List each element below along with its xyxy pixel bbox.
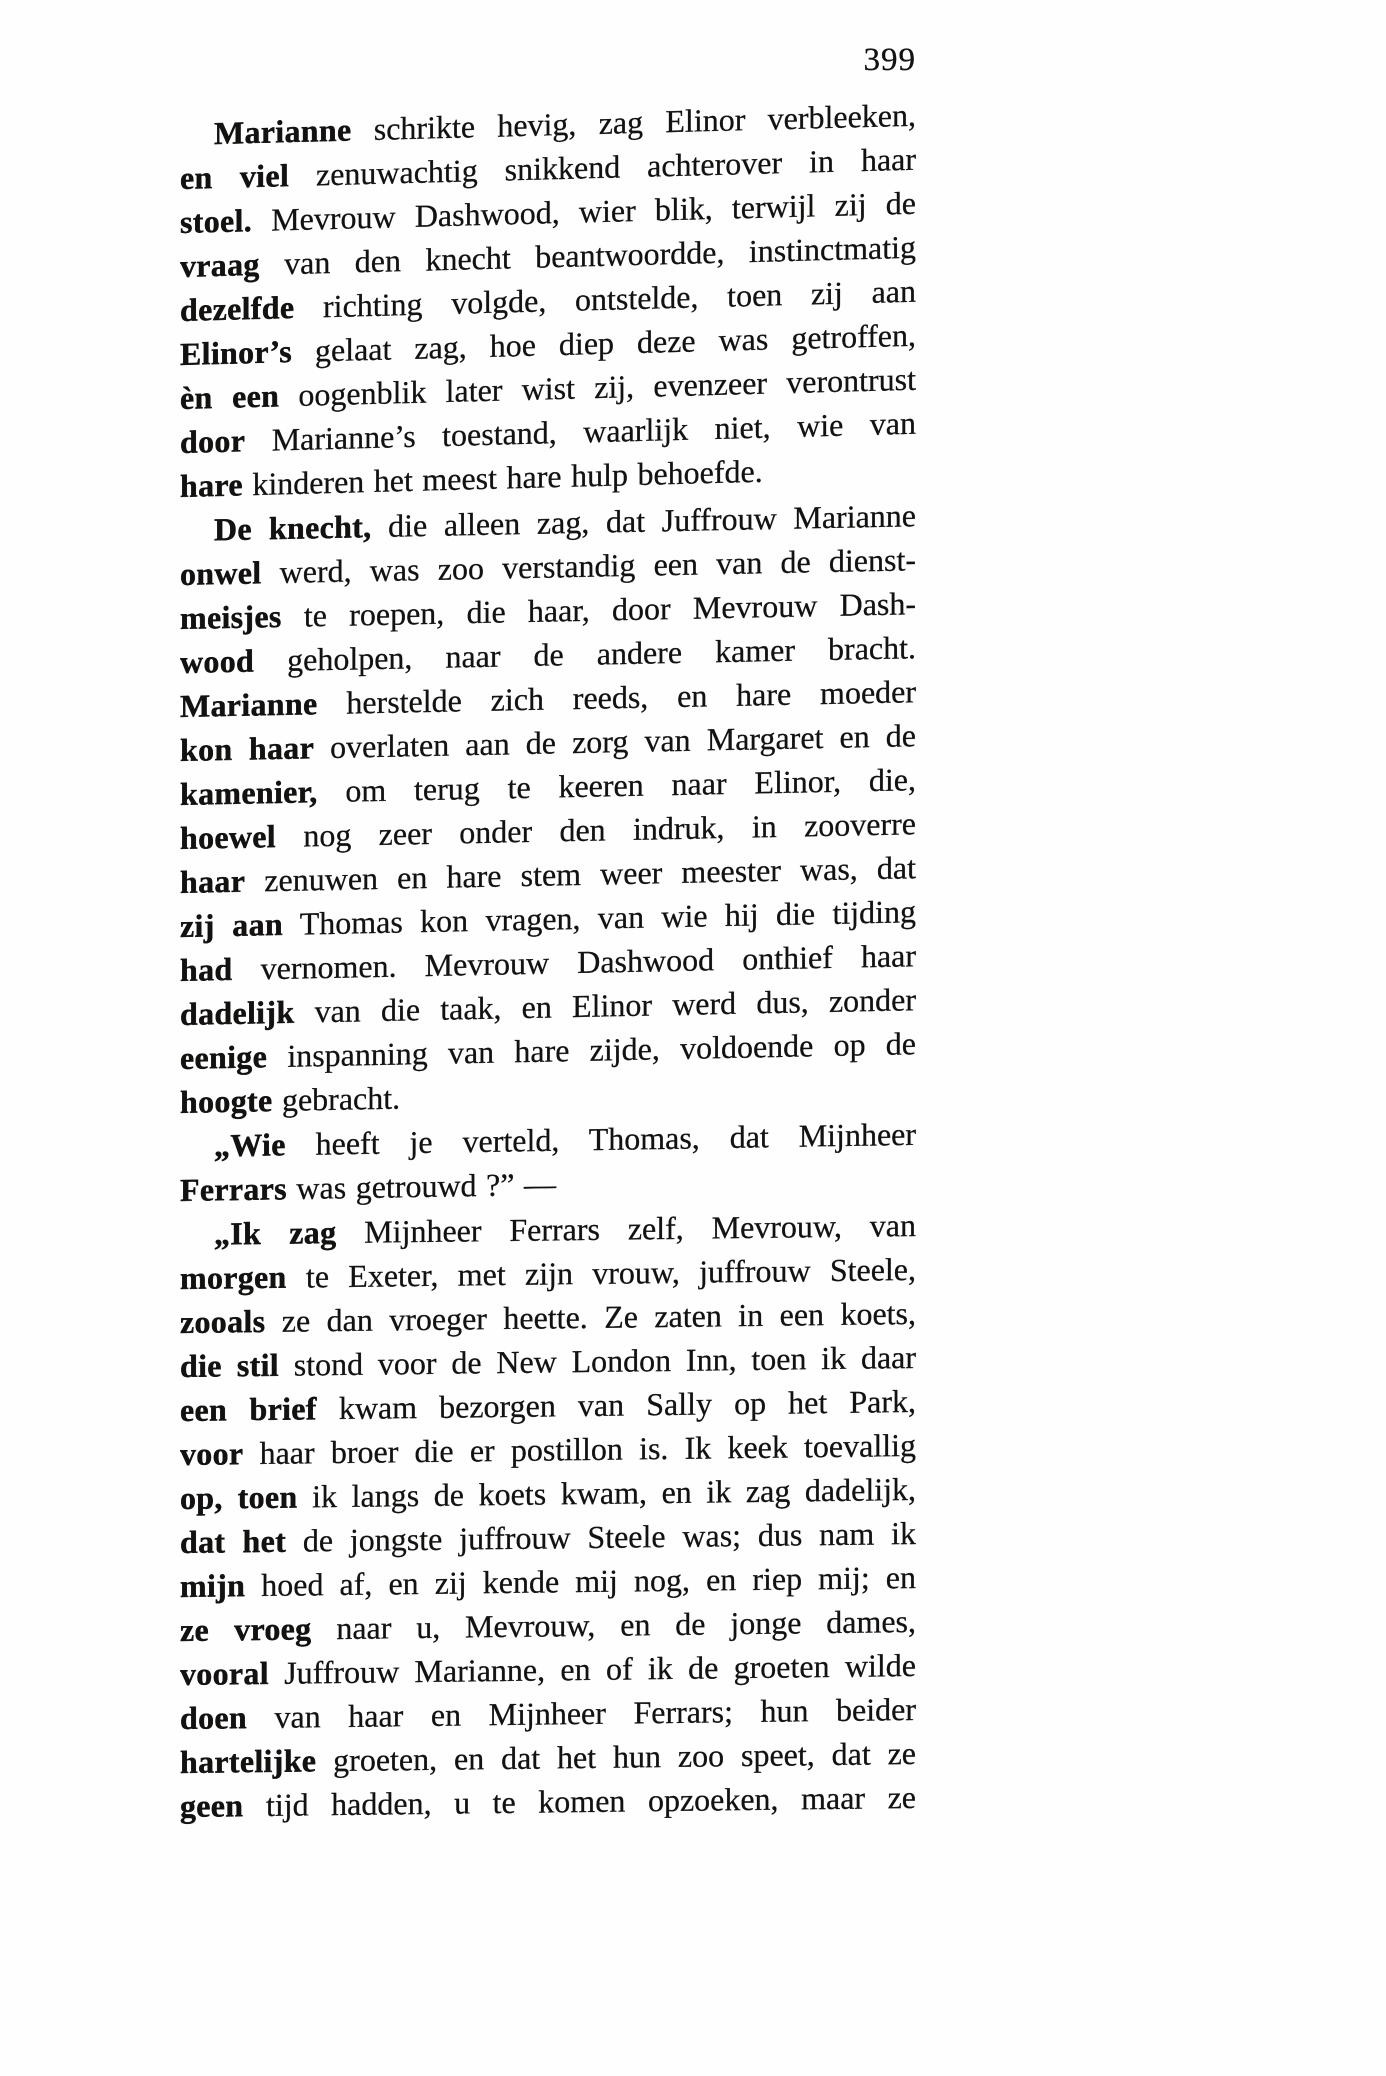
line-lead-text: had — [180, 950, 233, 988]
text-line: dadelijk van die taak, en Elinor werd dus, zonder — [180, 981, 916, 1032]
text-line: doen van haar en Mijnheer Ferrars; hun beider — [180, 1691, 916, 1736]
text-line: op, toen ik langs de koets kwam, en ik zag dadelijk, — [180, 1471, 916, 1516]
line-lead-text: Marianne — [214, 111, 352, 152]
text-line: door Marianne’s toestand, waarlijk niet, wie van — [180, 404, 916, 460]
paragraph — [180, 493, 916, 1124]
line-lead-text: en viel — [180, 157, 290, 196]
line-lead-text: die stil — [180, 1346, 279, 1384]
line-lead-text: hare — [180, 466, 243, 504]
text-line: die stil stond voor de New London Inn, toen ik daar — [180, 1339, 916, 1384]
line-lead-text: geen — [180, 1787, 244, 1824]
text-line: vraag van den knecht beantwoordde, instinctmatig — [180, 228, 916, 284]
text-line: voor haar broer die er postillon is. Ik keek toevallig — [180, 1427, 916, 1472]
line-lead-text: ze vroeg — [180, 1610, 312, 1648]
text-line: en viel zenuwachtig snikkend achterover in haar — [180, 140, 916, 196]
text-line: zooals ze dan vroeger heette. Ze zaten in een koets, — [180, 1295, 916, 1340]
line-lead-text: èn een — [180, 377, 280, 416]
text-line: hoewel nog zeer onder den indruk, in zooverre — [180, 805, 916, 856]
line-lead-text: haar — [180, 862, 246, 900]
text-line: Elinor’s gelaat zag, hoe diep deze was getroffen, — [180, 316, 916, 372]
text-line: meisjes te roepen, die haar, door Mevrouw Dash- — [180, 585, 916, 636]
text-line: dat het de jongste juffrouw Steele was; dus nam ik — [180, 1515, 916, 1560]
text-line: „Ik zag Mijnheer Ferrars zelf, Mevrouw, van — [214, 1207, 916, 1252]
line-lead-text: meisjes — [180, 597, 282, 636]
line-lead-text: doen — [180, 1699, 247, 1736]
text-line: kon haar overlaten aan de zorg van Margaret en de — [180, 717, 916, 768]
text-line: morgen te Exeter, met zijn vrouw, juffrouw Steele, — [180, 1251, 916, 1296]
text-line: ze vroeg naar u, Mevrouw, en de jonge dames, — [180, 1603, 916, 1648]
line-lead-text: stoel. — [180, 202, 253, 240]
line-lead-text: zij aan — [180, 905, 283, 944]
text-line: mijn hoed af, en zij kende mij nog, en riep mij; en — [180, 1559, 916, 1604]
line-lead-text: door — [180, 422, 246, 460]
text-line: zij aan Thomas kon vragen, van wie hij die tijding — [180, 893, 916, 944]
text-line: haar zenuwen en hare stem weer meester was, dat — [180, 849, 916, 900]
line-lead-text: onwel — [180, 554, 262, 592]
text-line: geen tijd hadden, u te komen opzoeken, maar ze — [180, 1779, 916, 1824]
text-block — [180, 96, 916, 1828]
text-line: hoogte gebracht. — [180, 1079, 401, 1120]
line-lead-text: zooals — [180, 1302, 266, 1340]
line-lead-text: Marianne — [180, 685, 318, 724]
line-lead-text: De knecht, — [214, 508, 372, 548]
text-line: „Wie heeft je verteld, Thomas, dat Mijnheer — [214, 1115, 916, 1164]
text-line: vooral Juffrouw Marianne, en of ik de groeten wilde — [180, 1647, 916, 1692]
text-line: kamenier, om terug te keeren naar Elinor, die, — [180, 761, 916, 812]
line-lead-text: morgen — [180, 1258, 287, 1296]
line-lead-text: een brief — [180, 1390, 317, 1428]
text-line: èn een oogenblik later wist zij, evenzeer verontrust — [180, 360, 916, 416]
text-line: hartelijke groeten, en dat het hun zoo speet, dat ze — [180, 1735, 916, 1780]
line-lead-text: Ferrars — [180, 1170, 287, 1208]
line-lead-text: hoogte — [180, 1082, 273, 1120]
line-lead-text: kamenier, — [180, 773, 318, 812]
paragraph — [180, 1203, 916, 1828]
text-line: Marianne schrikte hevig, zag Elinor verbleeken, — [214, 96, 916, 152]
line-lead-text: voor — [180, 1435, 244, 1472]
line-lead-text: mijn — [180, 1567, 246, 1604]
text-line: had vernomen. Mevrouw Dashwood onthief haar — [180, 937, 916, 988]
text-line: hare kinderen het meest hare hulp behoefde. — [180, 452, 763, 504]
text-line: Marianne herstelde zich reeds, en hare moeder — [180, 673, 916, 724]
text-line: dezelfde richting volgde, ontstelde, toen zij aan — [180, 272, 916, 328]
paragraph — [180, 93, 916, 508]
line-lead-text: hartelijke — [180, 1742, 317, 1780]
line-lead-text: „Ik zag — [214, 1214, 337, 1252]
line-lead-text: dezelfde — [180, 289, 295, 328]
text-line: een brief kwam bezorgen van Sally op het Park, — [180, 1383, 916, 1428]
text-line: stoel. Mevrouw Dashwood, wier blik, terwijl zij de — [180, 184, 916, 240]
line-lead-text: dat het — [180, 1522, 287, 1560]
text-line: wood geholpen, naar de andere kamer bracht. — [180, 629, 916, 680]
line-lead-text: hoewel — [180, 818, 277, 856]
text-line: Ferrars was getrouwd ?” — — [180, 1165, 556, 1208]
line-lead-text: op, toen — [180, 1478, 298, 1516]
line-lead-text: dadelijk — [180, 993, 295, 1032]
line-lead-text: „Wie — [214, 1126, 286, 1164]
line-lead-text: wood — [180, 642, 255, 680]
paragraph — [180, 1112, 916, 1212]
page-number: 399 — [863, 42, 916, 78]
line-lead-text: vraag — [180, 245, 260, 284]
line-lead-text: kon haar — [180, 729, 315, 768]
line-lead-text: vooral — [180, 1654, 269, 1692]
line-lead-text: Elinor’s — [180, 333, 293, 372]
text-line: onwel werd, was zoo verstandig een van de dienst- — [180, 541, 916, 592]
text-line: De knecht, die alleen zag, dat Juffrouw Marianne — [214, 497, 916, 548]
text-line: eenige inspanning van hare zijde, voldoende op de — [180, 1025, 916, 1076]
line-lead-text: eenige — [180, 1038, 268, 1076]
